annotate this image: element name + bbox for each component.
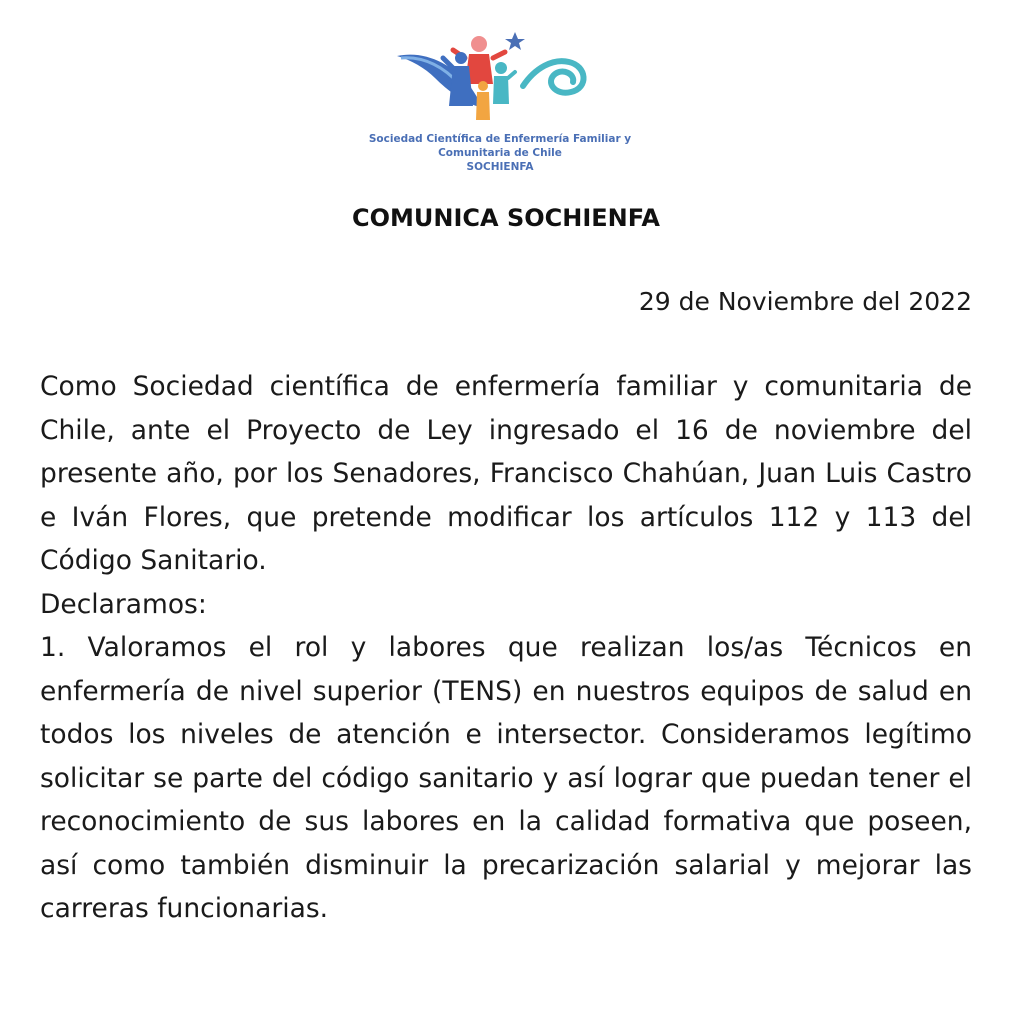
logo-caption <box>355 132 645 174</box>
document-title: COMUNICA SOCHIENFA <box>352 204 660 232</box>
logo-caption-line-3: SOCHIENFA <box>466 161 534 173</box>
point-1-paragraph: 1. Valoramos el rol y labores que realizan los/as Técnicos en enfermería de nivel superior (TENS) en nuestros equipos de salud en todos los niveles de atención e intersector. Consideramos legítimo solicitar se parte del código sanitario y así lograr que puedan tener el reconocimiento de sus labores en la calidad formativa que poseen, así como también disminuir la precarización salarial y mejorar las carreras funcionarias. <box>40 632 972 924</box>
family-logo-icon <box>395 24 595 132</box>
sochienfa-logo <box>355 24 645 184</box>
intro-paragraph: Como Sociedad científica de enfermería familiar y comunitaria de Chile, ante el Proyecto de Ley ingresado el 16 de noviembre del presente año, por los Senadores, Francisco Chahúan, Juan Luis Castro e Iván Flores, que pretende modificar los artículos 112 y 113 del Código Sanitario. <box>40 371 972 576</box>
logo-caption-line-2: Comunitaria de Chile <box>438 147 562 159</box>
document-body <box>40 365 972 931</box>
document-date: 29 de Noviembre del 2022 <box>638 287 972 316</box>
logo-caption-line-1: Sociedad Científica de Enfermería Familiar y <box>368 133 632 145</box>
declaramos-heading: Declaramos: <box>40 588 207 620</box>
